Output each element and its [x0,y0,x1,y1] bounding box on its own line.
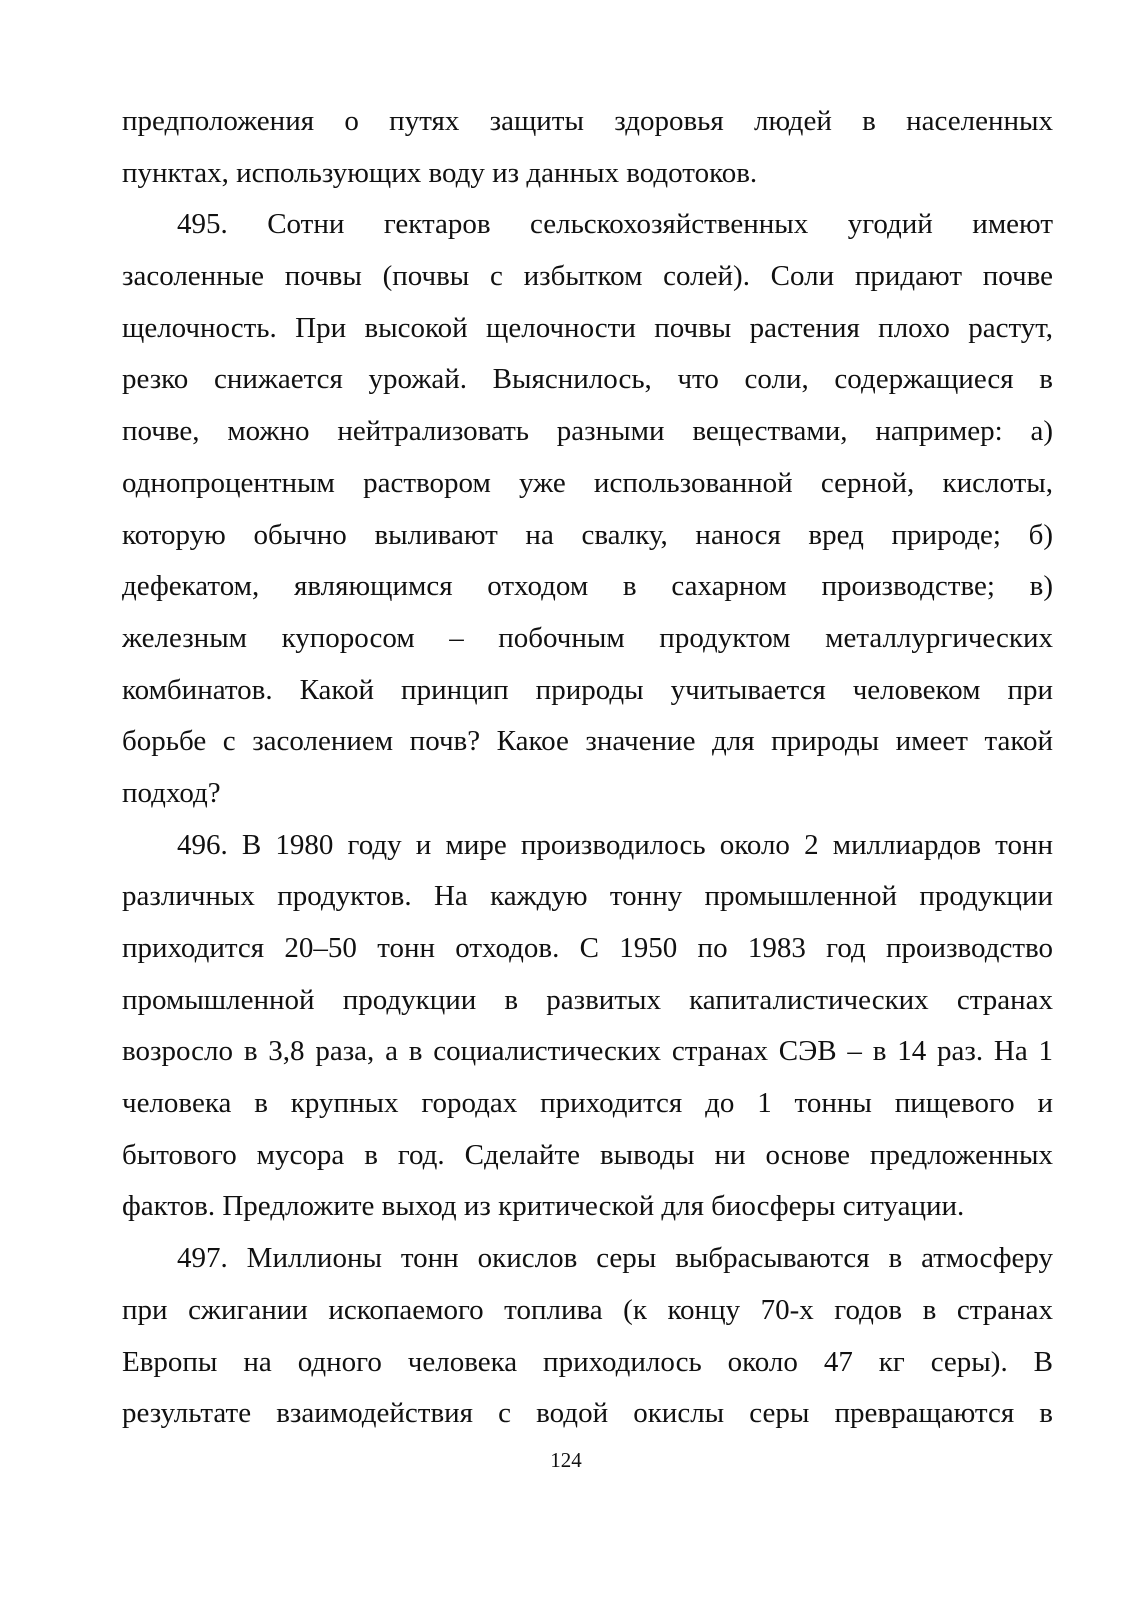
text-line: подход? [122,776,221,809]
text-line: железным купоросом – побочным продуктом металлургических [122,621,1053,654]
text-line: человека в крупных городах приходится до 1 тонны пищевого и [122,1087,1053,1120]
text-line: бытового мусора в год. Сделайте выводы ни основе предложенных [122,1138,1053,1171]
text-line: 495. Сотни гектаров сельскохозяйственных угодий имеют [177,208,1053,241]
paragraph-497 [122,1233,1053,1440]
text-line: пунктах, использующих воду из данных водотоков. [122,156,758,189]
page-number: 124 [550,1448,582,1472]
text-line: предположения о путях защиты здоровья людей в населенных [122,105,1053,137]
text-line: дефекатом, являющимся отходом в сахарном производстве; в) [122,570,1053,603]
text-line: щелочность. При высокой щелочности почвы растения плохо растут, [122,311,1053,344]
text-line: результате взаимодействия с водой окислы серы превращаются в [122,1397,1053,1430]
text-line: при сжигании ископаемого топлива (к концу 70-х годов в странах [122,1293,1053,1326]
document-body [122,96,1053,1440]
text-line: Европы на одного человека приходилось около 47 кг серы). В [122,1345,1053,1378]
paragraph-496 [122,820,1053,1234]
text-line: однопроцентным раствором уже использованной серной, кислоты, [122,466,1053,499]
text-line: различных продуктов. На каждую тонну промышленной продукции [122,880,1053,913]
text-line: резко снижается урожай. Выяснилось, что соли, содержащиеся в [122,363,1053,396]
text-line: 496. В 1980 году и мире производилось около 2 миллиардов тонн [177,828,1053,861]
text-line: приходится 20–50 тонн отходов. С 1950 по 1983 год производство [122,932,1053,964]
text-line: засоленные почвы (почвы с избытком солей). Соли придают почве [122,260,1053,293]
paragraph-continued [122,96,1053,199]
text-line: которую обычно выливают на свалку, нанося вред природе; б) [122,518,1053,551]
text-line: 497. Миллионы тонн окислов серы выбрасываются в атмосферу [177,1242,1053,1275]
text-line: промышленной продукции в развитых капиталистических странах [122,983,1053,1016]
text-line: фактов. Предложите выход из критической для биосферы ситуации. [122,1190,965,1223]
text-line: борьбе с засолением почв? Какое значение для природы имеет такой [122,725,1053,758]
text-line: возросло в 3,8 раза, а в социалистических странах СЭВ – в 14 раз. На 1 [122,1035,1053,1068]
text-line: почве, можно нейтрализовать разными веществами, например: а) [122,415,1053,448]
text-line: комбинатов. Какой принцип природы учитывается человеком при [122,673,1053,706]
paragraph-495 [122,199,1053,819]
